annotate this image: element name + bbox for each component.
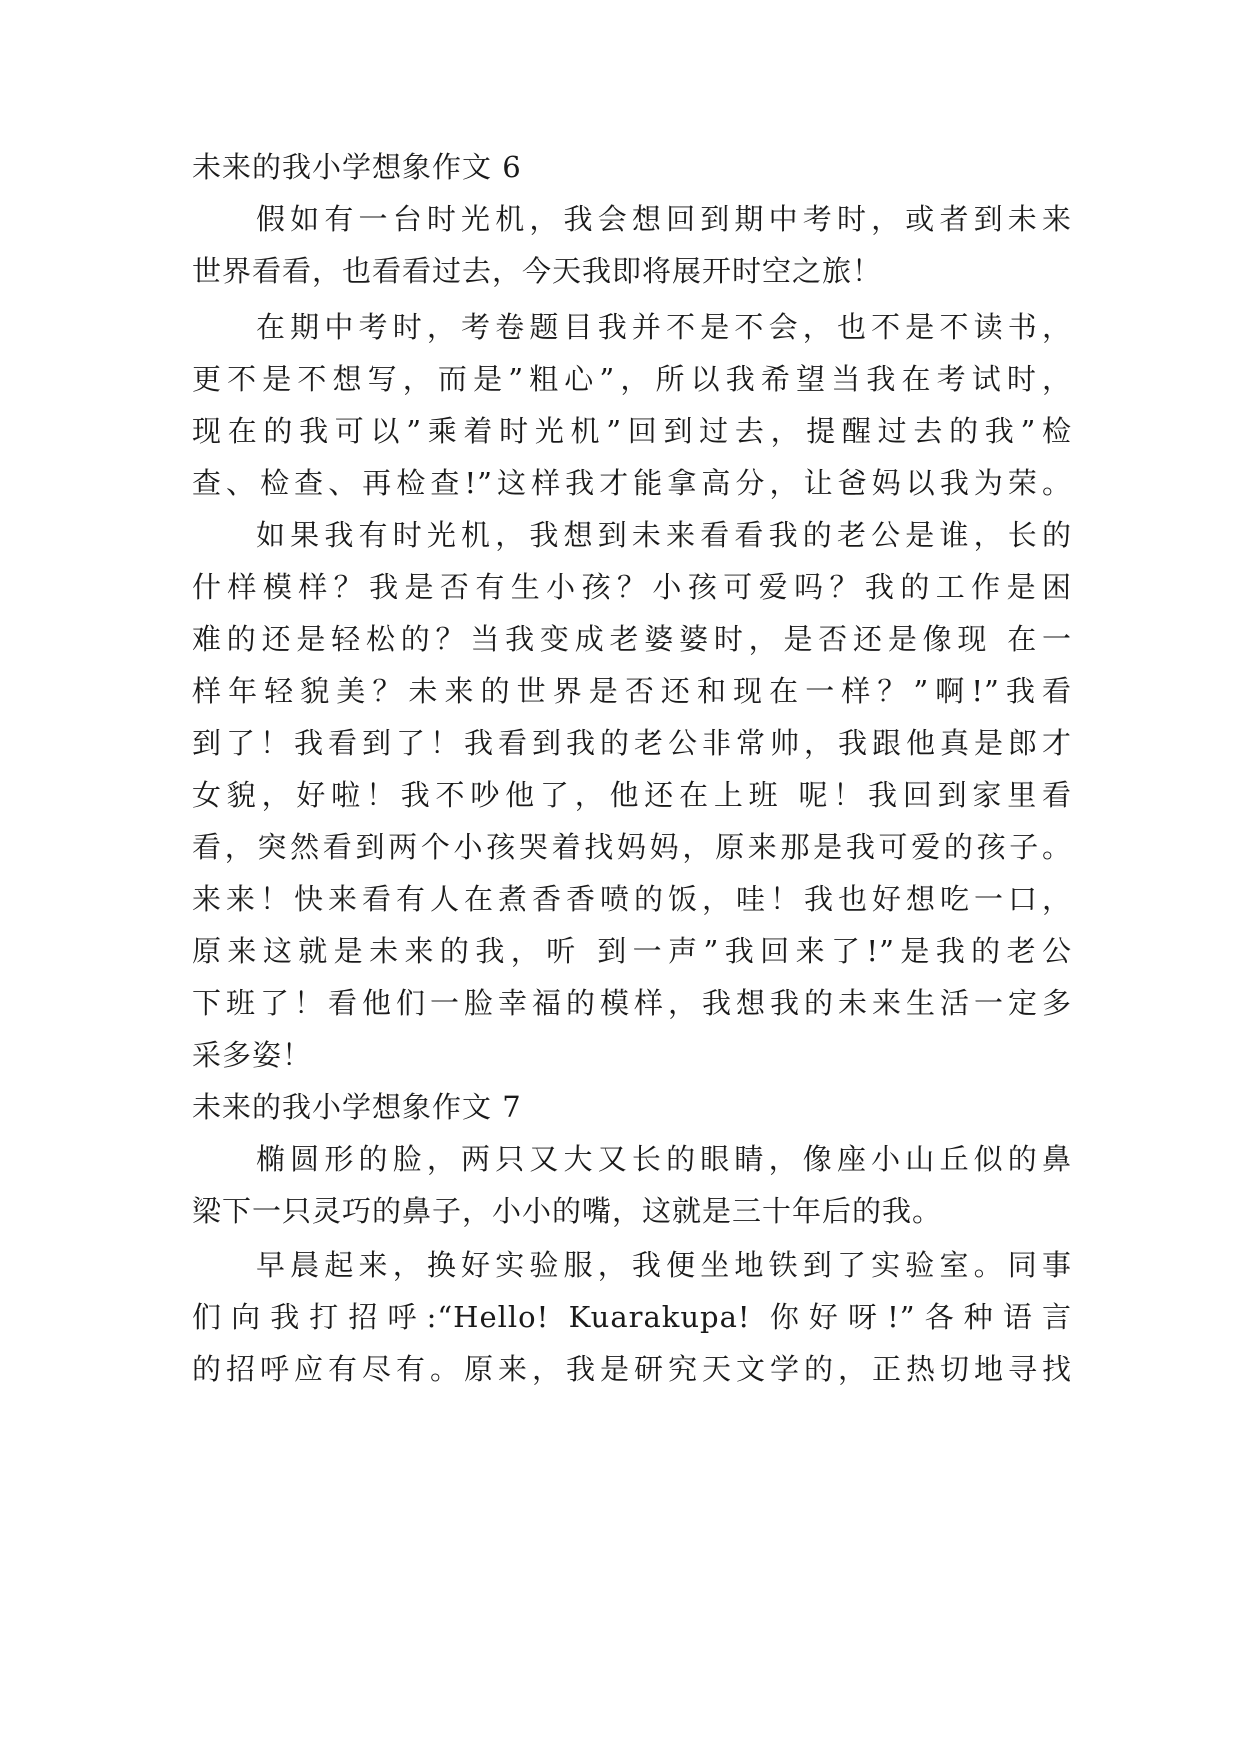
paragraph-line: 现在的我可以”乘着时光机”回到过去，提醒过去的我”检 [192, 414, 1072, 448]
paragraph-line: 难的还是轻松的？当我变成老婆婆时，是否还是像现 在一 [192, 622, 1072, 656]
paragraph-line: 原来这就是未来的我，听 到一声”我回来了!”是我的老公 [192, 934, 1072, 968]
paragraph-line: 假如有一台时光机，我会想回到期中考时，或者到未来 [256, 202, 1072, 236]
paragraph-line: 的招呼应有尽有。原来，我是研究天文学的，正热切地寻找 [192, 1352, 1072, 1386]
paragraph-line: 下班了！看他们一脸幸福的模样，我想我的未来生活一定多 [192, 986, 1072, 1020]
paragraph-line: 样年轻貌美？未来的世界是否还和现在一样？”啊!”我看 [192, 674, 1072, 708]
paragraph-line: 到了！我看到了！我看到我的老公非常帅，我跟他真是郎才 [192, 726, 1072, 760]
section-title: 未来的我小学想象作文 6 [192, 150, 522, 184]
paragraph-line: 们向我打招呼:“Hello! Kuarakupa! 你好呀!”各种语言 [192, 1300, 1072, 1334]
paragraph-line: 早晨起来，换好实验服，我便坐地铁到了实验室。同事 [256, 1248, 1072, 1282]
paragraph-line: 采多姿！ [192, 1038, 313, 1072]
paragraph-line: 更不是不想写，而是”粗心”，所以我希望当我在考试时， [192, 362, 1072, 396]
paragraph-line: 看，突然看到两个小孩哭着找妈妈，原来那是我可爱的孩子。 [192, 830, 1072, 864]
paragraph-line: 来来！快来看有人在煮香香喷的饭，哇！我也好想吃一口， [192, 882, 1072, 916]
paragraph-line: 查、检查、再检查!”这样我才能拿高分，让爸妈以我为荣。 [192, 466, 1072, 500]
paragraph-line: 什样模样？我是否有生小孩？小孩可爱吗？我的工作是困 [192, 570, 1072, 604]
section-title: 未来的我小学想象作文 7 [192, 1090, 522, 1124]
paragraph-line: 在期中考时，考卷题目我并不是不会，也不是不读书， [256, 310, 1072, 344]
paragraph-line: 如果我有时光机，我想到未来看看我的老公是谁，长的 [256, 518, 1072, 552]
paragraph-line: 椭圆形的脸，两只又大又长的眼睛，像座小山丘似的鼻 [256, 1142, 1072, 1176]
paragraph-line: 女貌，好啦！我不吵他了，他还在上班 呢！我回到家里看 [192, 778, 1072, 812]
paragraph-line: 梁下一只灵巧的鼻子，小小的嘴，这就是三十年后的我。 [192, 1194, 943, 1228]
paragraph-line: 世界看看，也看看过去，今天我即将展开时空之旅！ [192, 254, 883, 288]
